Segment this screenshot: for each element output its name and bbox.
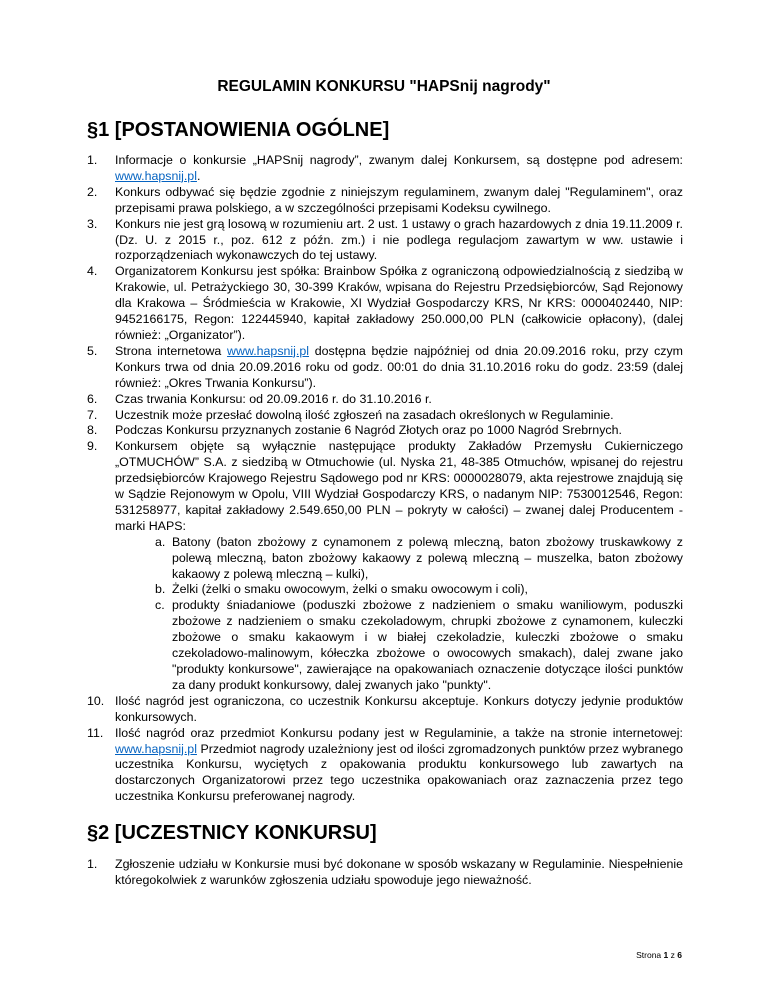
- item-number: 8.: [87, 423, 98, 438]
- footer-label: Strona: [636, 950, 662, 960]
- sub-list-item: [115, 598, 683, 693]
- sub-list-item: [115, 582, 683, 598]
- website-link[interactable]: www.hapsnij.pl: [115, 741, 197, 756]
- list-item: [87, 392, 683, 408]
- footer-of: z: [670, 950, 675, 960]
- list-item: [87, 423, 683, 439]
- item-text: Czas trwania Konkursu: od 20.09.2016 r. do 31.10.2016 r.: [115, 391, 432, 406]
- item-number: 9.: [87, 439, 98, 454]
- list-item: [87, 217, 683, 265]
- item-text: Organizatorem Konkursu jest spółka: Brainbow Spółka z ograniczoną odpowiedzialnością z siedzibą w Krakowie, ul. Petrażyckiego 30, 30-399 Kraków, wpisana do Rejestru Przedsiębiorców, Sąd Rejonowy dla Krakowa – Śródmieścia w Krakowie, XI Wydział Gospodarczy KRS, Nr KRS: 0000402440, NIP: 9452166175, Regon: 122445940, kapitał zakładowy 250.000,00 PLN (całkowicie opłacony), (dalej również: „Organizator”).: [115, 264, 683, 342]
- item-text: Konkurs nie jest grą losową w rozumieniu art. 2 ust. 1 ustawy o grach hazardowych z dnia 19.11.2009 r. (Dz. U. z 2015 r., poz. 612 z późn. zm.) i nie podlega regulacjom zawartym w ww. ustawie i rozporządzeniach wykonawczych do tej ustawy.: [115, 216, 683, 263]
- sub-list: [115, 535, 683, 694]
- document-title: REGULAMIN KONKURSU "HAPSnij nagrody": [217, 78, 551, 95]
- section-2-heading: §2 [UCZESTNICY KONKURSU]: [87, 822, 377, 844]
- item-number: 11.: [87, 725, 104, 740]
- item-number: 10.: [87, 693, 105, 708]
- item-number: 5.: [87, 343, 98, 358]
- item-text: Konkurs odbywać się będzie zgodnie z niniejszym regulaminem, zwanym dalej "Regulaminem", oraz przepisami prawa polskiego, a w szczególności przepisami Kodeksu cywilnego.: [115, 184, 683, 215]
- list-item: [87, 439, 683, 694]
- item-text: Strona internetowa: [115, 343, 228, 358]
- list-item: [87, 694, 683, 726]
- item-number: 1.: [87, 857, 98, 871]
- total-pages: 6: [677, 950, 682, 960]
- section-1-heading: §1 [POSTANOWIENIA OGÓLNE]: [87, 119, 390, 141]
- item-text: Uczestnik może przesłać dowolną ilość zgłoszeń na zasadach określonych w Regulaminie.: [115, 407, 614, 422]
- sub-item-text: Żelki (żelki o smaku owocowym, żelki o smaku owocowym i coli),: [172, 582, 528, 597]
- item-text: Ilość nagród oraz przedmiot Konkursu podany jest w Regulaminie, a także na stronie internetowej:: [115, 725, 683, 740]
- sub-item-text: Batony (baton zbożowy z cynamonem z polewą mleczną, baton zbożowy truskawkowy z polewą mleczną, baton zbożowy kakaowy z polewą mleczną – muszelka, baton zbożowy kakaowy z polewą mleczną – kulki),: [172, 534, 683, 581]
- item-number: 3.: [87, 216, 98, 231]
- item-text: Informacje o konkursie „HAPSnij nagrody”, zwanym dalej Konkursem, są dostępne pod adresem:: [115, 153, 683, 167]
- website-link[interactable]: www.hapsnij.pl: [227, 343, 310, 358]
- item-text: Ilość nagród jest ograniczona, co uczestnik Konkursu akceptuje. Konkurs dotyczy jedynie produktów konkursowych.: [115, 693, 683, 724]
- page-footer: [636, 950, 682, 960]
- section-2-list: [87, 857, 683, 889]
- list-item: 5. Strona internetowa www.hapsnij.pl dostępna będzie najpóźniej od dnia 20.09.2016 roku, przy czym Konkurs trwa od dnia 20.09.2016 roku od godz. 00:01 do dnia 31.10.2016 roku do godz. 23:59 (dalej również: „Okres Trwania Konkursu”).: [87, 343, 683, 390]
- list-item: 11. Ilość nagród oraz przedmiot Konkursu podany jest w Regulaminie, a także na stronie internetowej: www.hapsnij.pl Przedmiot nagrody uzależniony jest od ilości zgromadzonych punktów przez wybranego uczestnika Konkursu, wyciętych z opakowania produktu konkursowego lub zawartych na dostarczonych Organizatorowi przez tego uczestnika opakowaniach oraz zaznaczenia przez tego uczestnika Konkursu preferowanej nagrody.: [87, 725, 683, 804]
- item-number: 4.: [87, 264, 98, 279]
- list-item: [87, 185, 683, 217]
- item-text: Konkursem objęte są wyłącznie następujące produkty Zakładów Przemysłu Cukierniczego „OTMUCHÓW” S.A. z siedzibą w Otmuchowie (ul. Nyska 21, 48-385 Otmuchów, wpisanej do rejestru przedsiębiorców Krajowego Rejestru Sądowego pod nr KRS: 0000028079, akta rejestrowe znajdują się w Sądzie Rejonowym w Opolu, VIII Wydział Gospodarczy KRS, o nadanym NIP: 7530012546, Regon: 531258977, kapitał zakładowy 2.549.650,00 PLN – pokryty w całości) – zwanej dalej Producentem - marki HAPS:: [115, 439, 683, 533]
- current-page-number: 1: [663, 950, 669, 960]
- sub-list-item: [115, 535, 683, 583]
- list-item: [87, 408, 683, 424]
- sub-item-text: produkty śniadaniowe (poduszki zbożowe z nadzieniem o smaku waniliowym, poduszki zbożowe z nadzieniem o smaku czekoladowym, chrupki zbożowe z cynamonem, kuleczki zbożowe o smaku kakaowym i w białej czekoladzie, kuleczki zbożowe o smaku czekoladowo-malinowym, kółeczka zbożowe o owocowych smakach), dalej zwane jako "produkty konkursowe", zawierające na opakowaniach oznaczenie dotyczące ilości punktów za dany produkt konkursowy, dalej zwanych jako "punkty".: [172, 598, 683, 692]
- item-number: 1.: [87, 153, 98, 167]
- item-number: 6.: [87, 391, 98, 406]
- website-link[interactable]: www.hapsnij.pl: [115, 168, 197, 183]
- sub-item-letter: b.: [155, 582, 166, 597]
- item-text: Podczas Konkursu przyznanych zostanie 6 Nagród Złotych oraz po 1000 Nagród Srebrnych.: [115, 423, 622, 438]
- list-item: 1. Informacje o konkursie „HAPSnij nagrody”, zwanym dalej Konkursem, są dostępne pod adresem: www.hapsnij.pl.: [87, 153, 683, 183]
- item-text: Zgłoszenie udziału w Konkursie musi być dokonane w sposób wskazany w Regulaminie. Niespełnienie któregokolwiek z warunków zgłoszenia udziału spowoduje jego nieważność.: [115, 857, 683, 887]
- list-item: [87, 857, 683, 889]
- item-number: 2.: [87, 184, 98, 199]
- item-number: 7.: [87, 407, 98, 422]
- sub-item-letter: c.: [155, 598, 165, 613]
- sub-item-letter: a.: [155, 534, 166, 549]
- section-1-list: [87, 153, 683, 805]
- list-item: [87, 264, 683, 344]
